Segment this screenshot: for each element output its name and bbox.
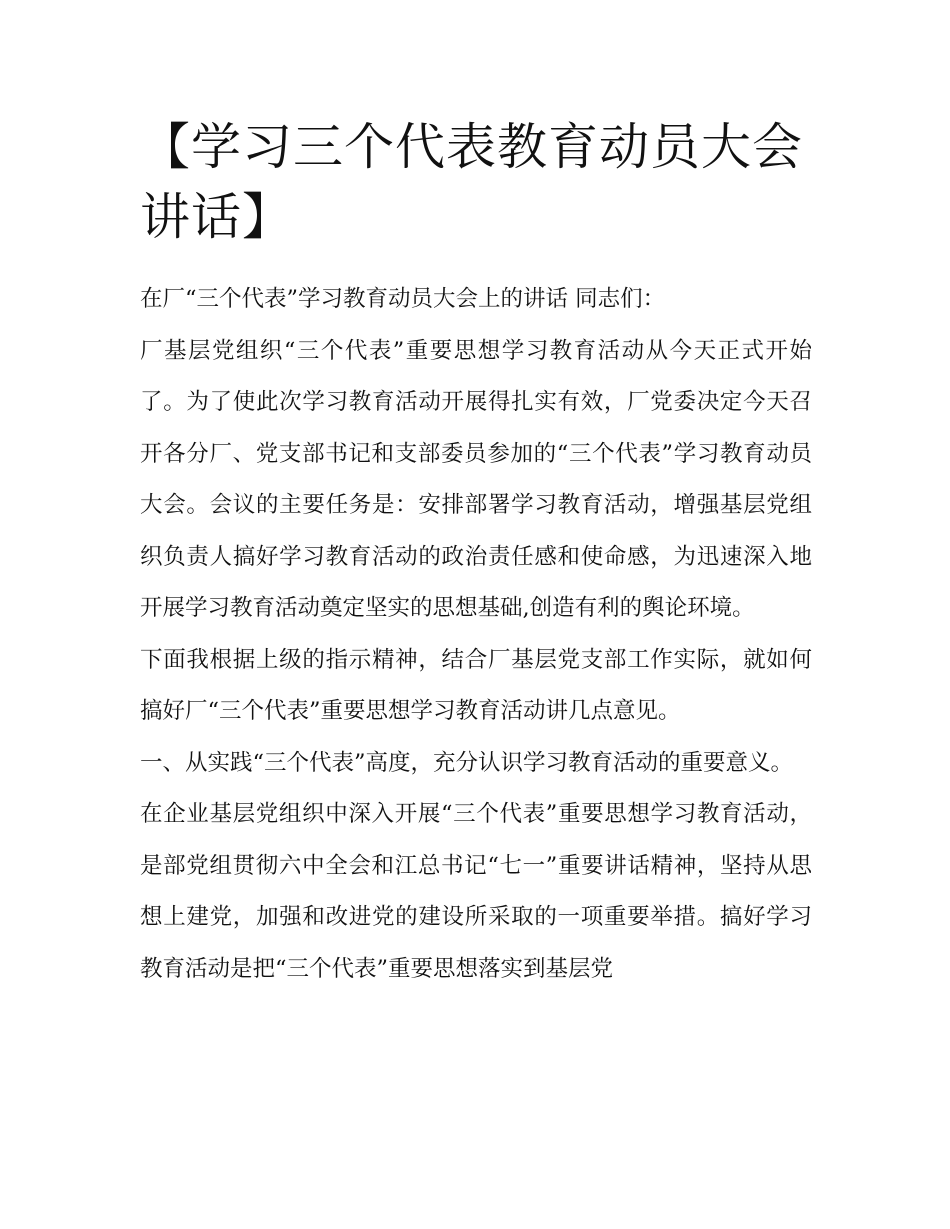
document-body [140, 274, 812, 995]
section-heading-one: 一、从实践“三个代表”高度，充分认识学习教育活动的重要意义。 [140, 749, 794, 776]
paragraph-opinions: 下面我根据上级的指示精神，结合厂基层党支部工作实际，就如何搞好厂“三个代表”重要思想学习教育活动讲几点意见。 [140, 646, 812, 724]
document-title: 【学习三个代表教育动员大会讲话】 [140, 118, 803, 246]
paragraph-intro: 厂基层党组织“三个代表”重要思想学习教育活动从今天正式开始了。为了使此次学习教育活动开展得扎实有效，厂党委决定今天召开各分厂、党支部书记和支部委员参加的“三个代表”学习教育动员大会。会议的主要任务是：安排部署学习教育活动，增强基层党组织负责人搞好学习教育活动的政治责任感和使命感，为迅速深入地开展学习教育活动奠定坚实的思想基础,创造有利的舆论环境。 [140, 337, 812, 621]
paragraph-significance: 在企业基层党组织中深入开展“三个代表”重要思想学习教育活动，是部党组贯彻六中全会和江总书记“七一”重要讲话精神，坚持从思想上建党，加强和改进党的建设所采取的一项重要举措。搞好学习教育活动是把“三个代表”重要思想落实到基层党 [140, 801, 812, 982]
paragraph-salutation: 在厂“三个代表”学习教育动员大会上的讲话 同志们： [140, 286, 666, 312]
